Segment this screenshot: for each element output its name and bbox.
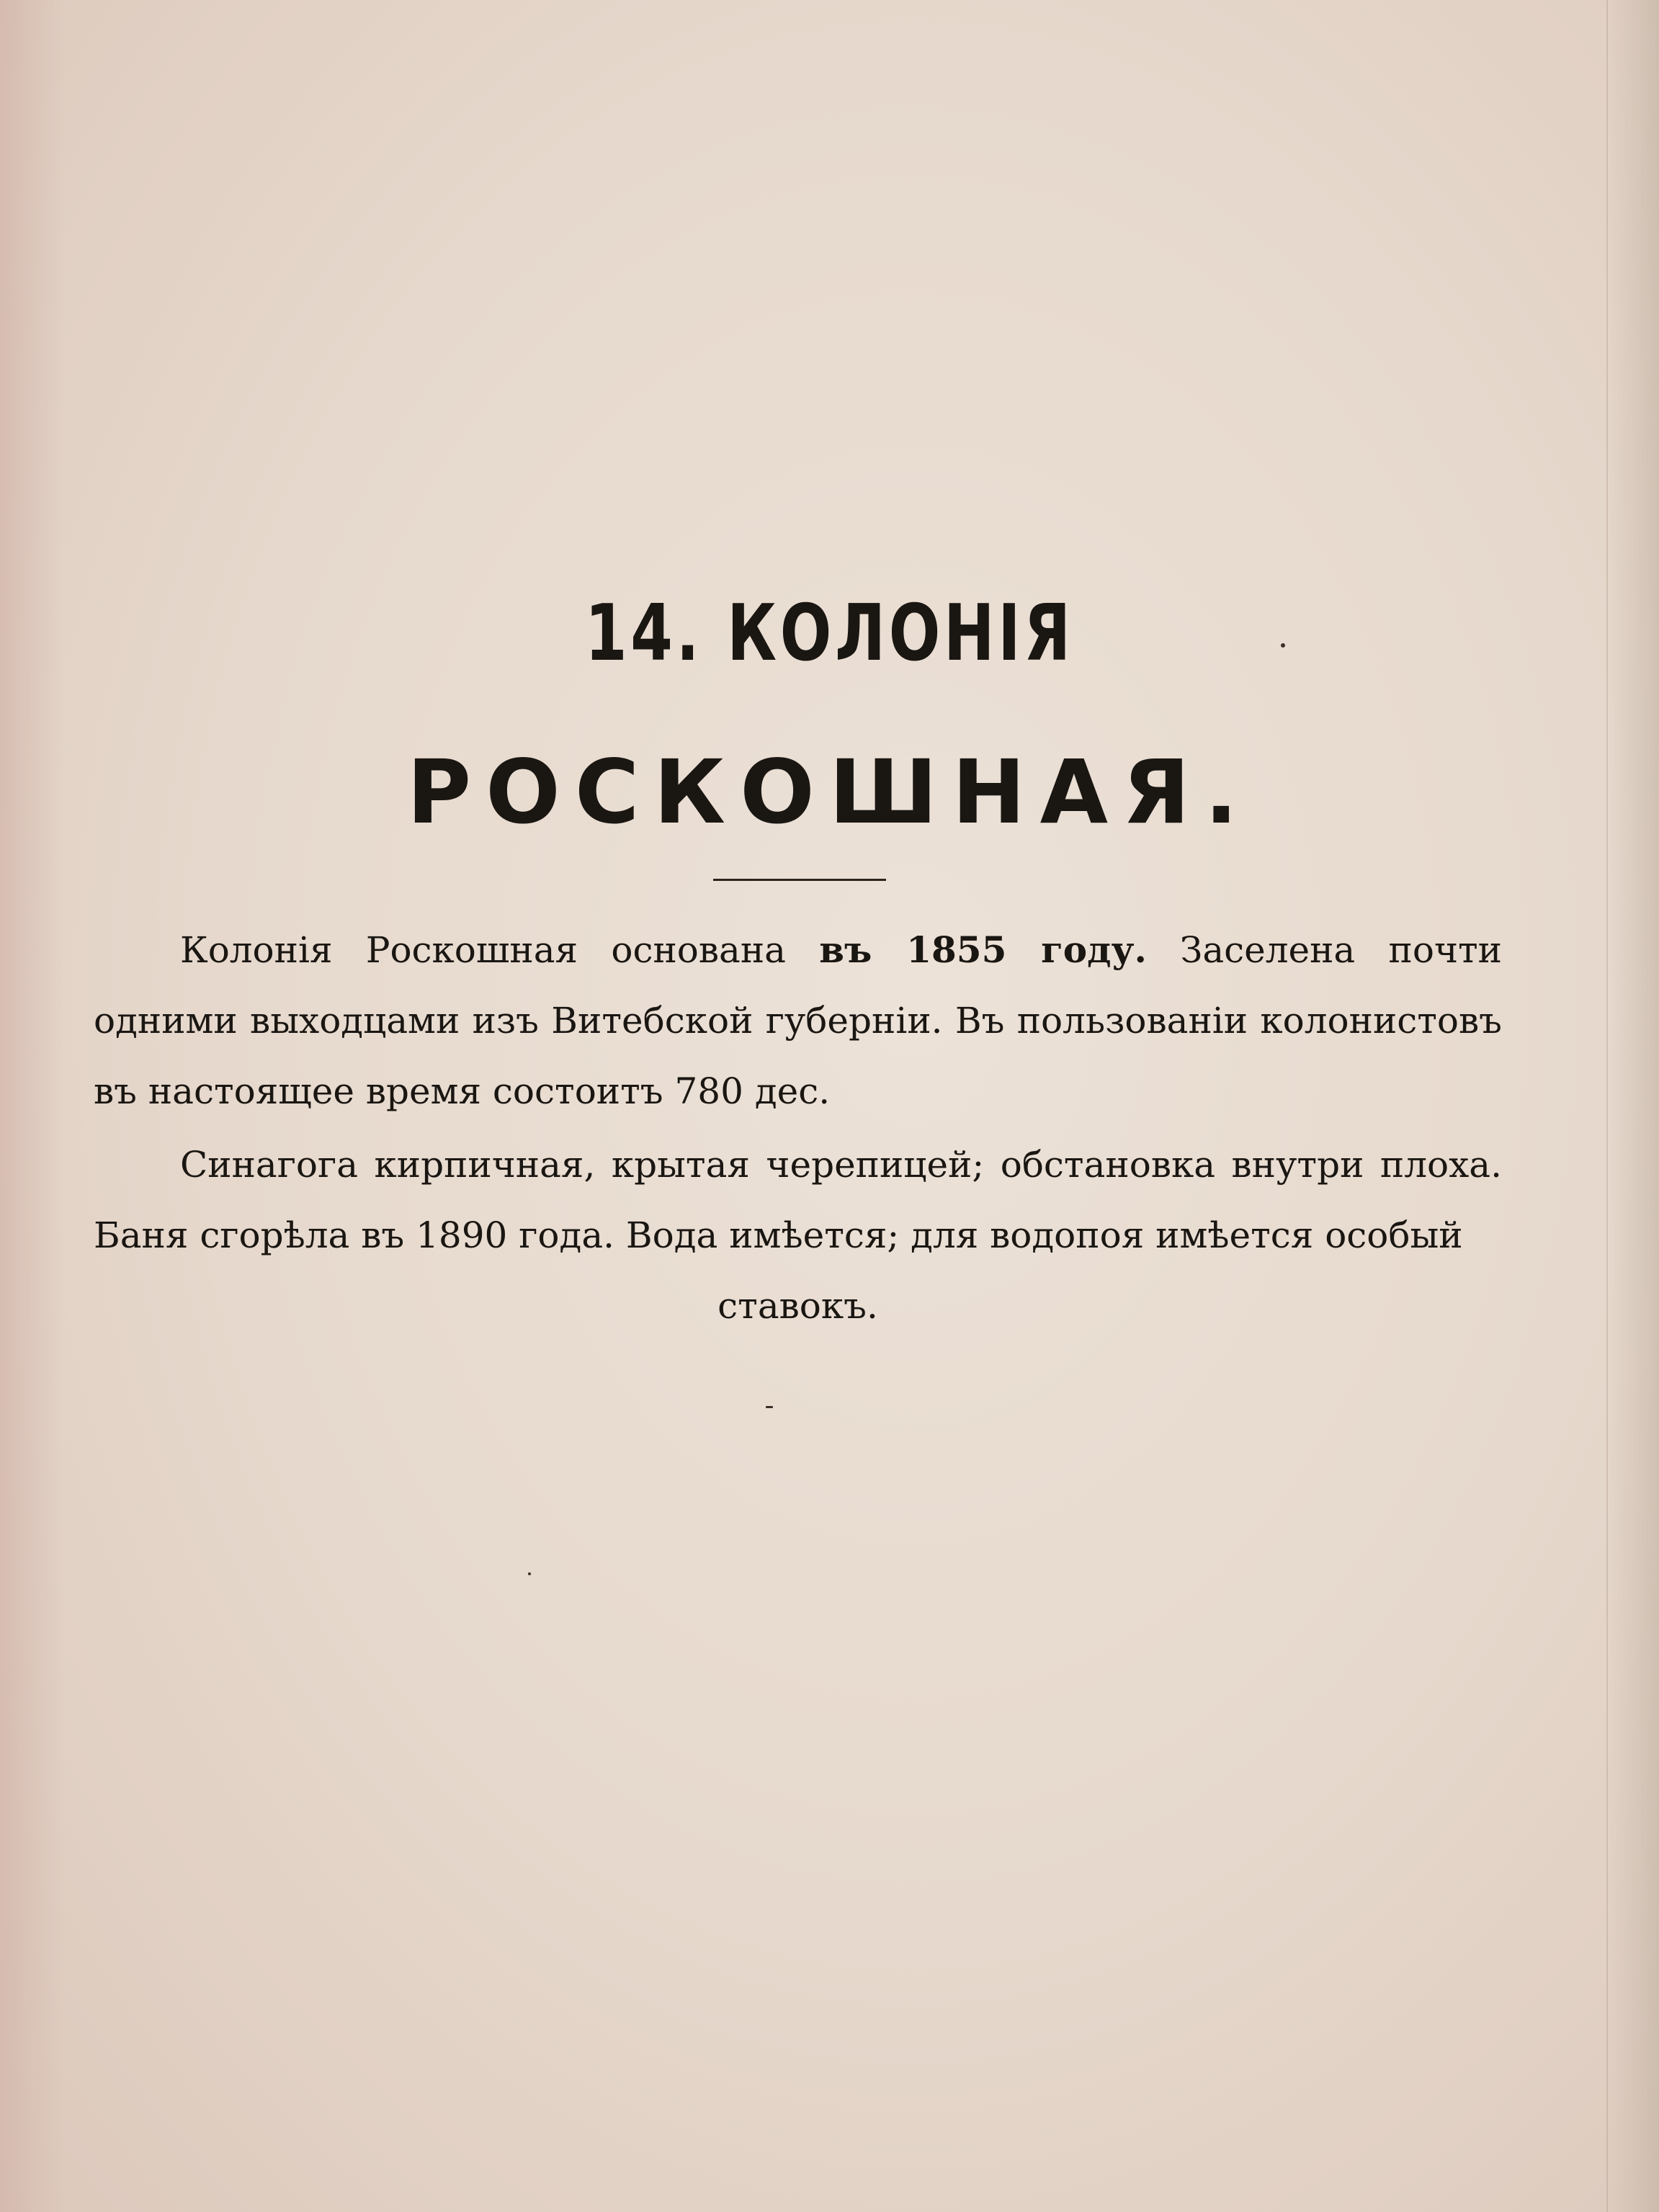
heading-title bbox=[0, 738, 1659, 846]
print-speck bbox=[766, 1406, 773, 1408]
page-shadow-left bbox=[0, 0, 65, 2212]
heading-line1 bbox=[182, 587, 1476, 681]
paragraph-founding bbox=[94, 915, 1502, 1127]
body-text bbox=[94, 915, 1502, 1341]
paragraph-founding-year: въ 1855 году. bbox=[819, 928, 1147, 971]
paragraph-synagogue-tail: ставокъ. bbox=[717, 1285, 878, 1327]
title-divider bbox=[713, 879, 886, 881]
paragraph-founding-rest: Заселена почти одними выходцами изъ Витебской губерніи. Въ пользованіи колонистовъ въ настоящее время состоитъ 780 дес. bbox=[94, 929, 1502, 1112]
heading-title-text: РОСКОШНАЯ. bbox=[406, 741, 1253, 843]
paragraph-synagogue-text: Синагога кирпичная, крытая черепицей; обстановка внутри плоха. Баня сгорѣла въ 1890 года. Вода имѣется; для водопоя имѣется особый bbox=[94, 1144, 1502, 1256]
paragraph-founding-start: Колонія Роскошная основана bbox=[180, 929, 820, 971]
heading-number: 14. bbox=[584, 588, 703, 679]
heading-word-colony: КОЛОНІЯ bbox=[727, 588, 1074, 679]
page-shadow-right bbox=[1609, 0, 1659, 2212]
print-speck bbox=[528, 1572, 531, 1575]
page-fold-line bbox=[1606, 0, 1608, 2212]
paragraph-synagogue bbox=[94, 1129, 1502, 1271]
print-speck bbox=[1281, 643, 1285, 648]
